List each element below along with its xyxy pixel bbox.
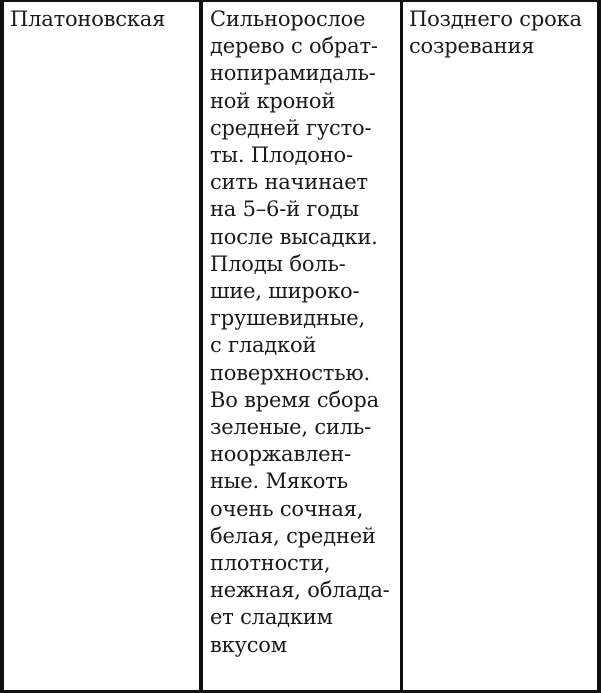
description-line: сить начинает	[210, 170, 368, 195]
description-line: нопирамидаль-	[210, 61, 376, 86]
description-line: шие, широко-	[210, 279, 360, 304]
description-line: Плоды боль-	[210, 251, 346, 276]
ripening-line: созревания	[409, 34, 535, 59]
ripening-line: Позднего срока	[409, 7, 582, 31]
description-line: дерево с обрат-	[210, 34, 378, 59]
description-line: нооржавлен-	[210, 442, 352, 467]
description-line: ные. Мякоть	[210, 469, 348, 494]
description-line: поверхностью.	[210, 360, 370, 385]
description-line: ет сладким	[210, 605, 333, 630]
description-line: с гладкой	[210, 333, 317, 358]
variety-name-line: Платоновская	[10, 7, 166, 31]
description-line: грушевидные,	[210, 306, 365, 331]
ripening-cell	[400, 2, 597, 690]
description-line: на 5–6-й годы	[210, 197, 359, 222]
description-line: плотности,	[210, 551, 331, 576]
description-line: вкусом	[210, 632, 287, 657]
description-line: средней густо-	[210, 115, 372, 140]
description-cell	[199, 2, 400, 690]
description-line: после высадки.	[210, 224, 378, 249]
description-line: ты. Плодоно-	[210, 143, 353, 168]
variety-name-cell	[4, 2, 199, 690]
description-line: белая, средней	[210, 523, 376, 548]
description-line: Во время сбора	[210, 387, 379, 412]
description-line: ной кроной	[210, 88, 336, 113]
description-line: зеленые, силь-	[210, 415, 371, 440]
variety-description	[210, 6, 400, 659]
description-line: очень сочная,	[210, 496, 364, 521]
ripening-period	[409, 6, 597, 60]
variety-name	[10, 6, 199, 33]
description-line: Сильнорослое	[210, 7, 366, 31]
description-line: нежная, облада-	[210, 578, 390, 603]
